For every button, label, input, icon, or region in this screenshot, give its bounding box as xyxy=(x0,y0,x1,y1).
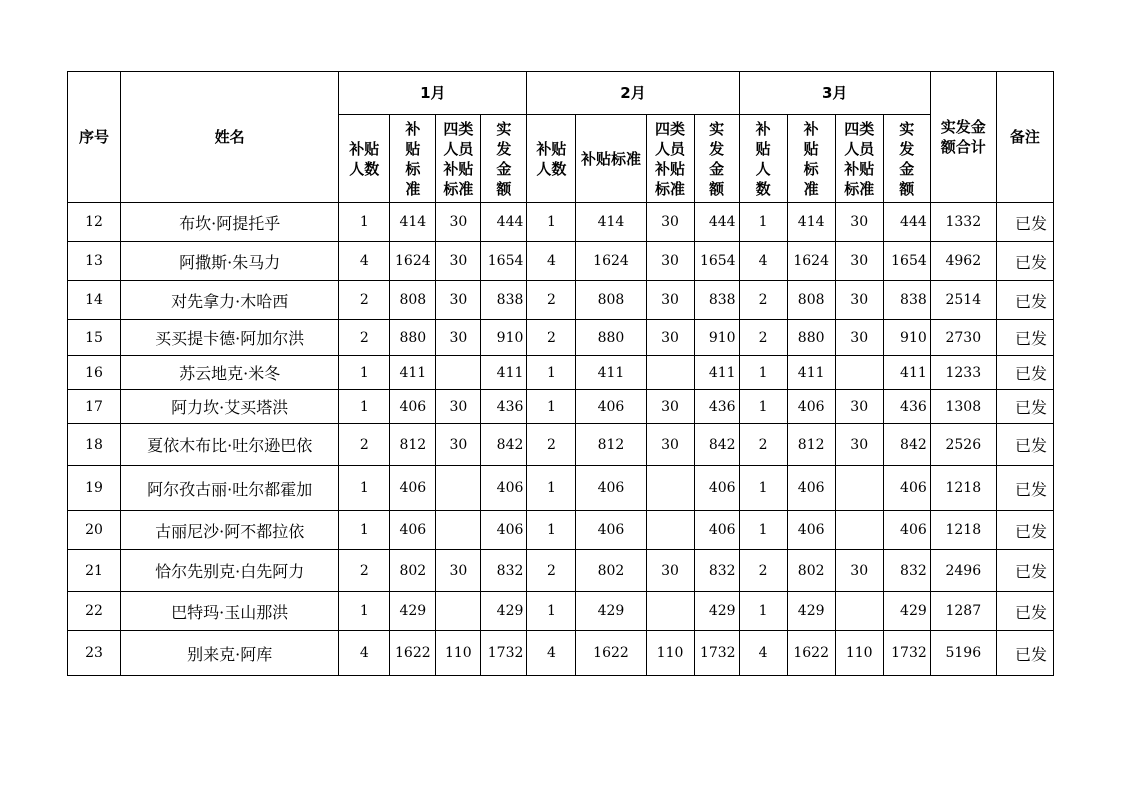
cell-month-1-subsidy-standard: 802 xyxy=(390,550,436,592)
cell-month-2-subsidy-count: 1 xyxy=(527,390,576,424)
table-row xyxy=(68,356,1054,390)
cell-month-1-paid-amount: 429 xyxy=(481,592,527,631)
cell-month-2-subsidy-count: 2 xyxy=(527,550,576,592)
cell-remark: 已发 xyxy=(996,356,1053,390)
cell-name: 巴特玛·玉山那洪 xyxy=(121,592,339,631)
cell-month-2-paid-amount: 411 xyxy=(694,356,739,390)
table-body xyxy=(68,203,1054,676)
cell-month-3-paid-amount: 411 xyxy=(883,356,930,390)
cell-month-1-paid-amount: 832 xyxy=(481,550,527,592)
cell-month-1-subsidy-count: 1 xyxy=(339,592,390,631)
header-total: 实发金额合计 xyxy=(930,72,996,203)
cell-month-2-subsidy-standard: 411 xyxy=(576,356,646,390)
cell-month-3-four-category-standard xyxy=(835,511,883,550)
cell-name: 别来克·阿库 xyxy=(121,631,339,676)
month-3-header-subsidy-standard: 补贴标准 xyxy=(787,115,835,203)
cell-remark: 已发 xyxy=(996,203,1053,242)
cell-month-2-four-category-standard: 30 xyxy=(646,203,694,242)
cell-month-1-paid-amount: 444 xyxy=(481,203,527,242)
cell-month-2-subsidy-standard: 406 xyxy=(576,466,646,511)
cell-month-1-subsidy-standard: 1622 xyxy=(390,631,436,676)
cell-month-2-subsidy-count: 1 xyxy=(527,592,576,631)
cell-month-1-subsidy-count: 2 xyxy=(339,281,390,320)
cell-seq: 22 xyxy=(68,592,121,631)
cell-remark: 已发 xyxy=(996,466,1053,511)
cell-month-2-subsidy-standard: 406 xyxy=(576,390,646,424)
table-row xyxy=(68,466,1054,511)
cell-month-3-subsidy-count: 1 xyxy=(739,203,787,242)
cell-month-2-four-category-standard: 30 xyxy=(646,550,694,592)
month-2-header-subsidy-count: 补贴人数 xyxy=(527,115,576,203)
month-3-header-paid-amount: 实发金额 xyxy=(883,115,930,203)
cell-month-3-subsidy-standard: 406 xyxy=(787,390,835,424)
month-1-header-four-category-standard: 四类人员补贴标准 xyxy=(436,115,481,203)
month-1-header-paid-amount: 实发金额 xyxy=(481,115,527,203)
cell-month-2-subsidy-standard: 414 xyxy=(576,203,646,242)
cell-month-1-four-category-standard: 30 xyxy=(436,424,481,466)
cell-remark: 已发 xyxy=(996,320,1053,356)
cell-month-3-subsidy-count: 4 xyxy=(739,242,787,281)
cell-month-3-subsidy-standard: 812 xyxy=(787,424,835,466)
cell-month-2-four-category-standard: 30 xyxy=(646,242,694,281)
cell-seq: 20 xyxy=(68,511,121,550)
cell-month-1-paid-amount: 406 xyxy=(481,466,527,511)
cell-month-1-four-category-standard: 110 xyxy=(436,631,481,676)
cell-month-3-paid-amount: 910 xyxy=(883,320,930,356)
cell-name: 古丽尼沙·阿不都拉依 xyxy=(121,511,339,550)
cell-month-3-four-category-standard xyxy=(835,466,883,511)
cell-month-1-subsidy-count: 2 xyxy=(339,424,390,466)
cell-month-3-paid-amount: 1654 xyxy=(883,242,930,281)
cell-total: 2496 xyxy=(930,550,996,592)
cell-month-3-paid-amount: 838 xyxy=(883,281,930,320)
cell-name: 苏云地克·米冬 xyxy=(121,356,339,390)
cell-month-3-subsidy-count: 1 xyxy=(739,356,787,390)
cell-month-2-subsidy-count: 2 xyxy=(527,320,576,356)
cell-month-2-four-category-standard xyxy=(646,592,694,631)
cell-month-3-subsidy-count: 2 xyxy=(739,550,787,592)
cell-month-1-subsidy-standard: 406 xyxy=(390,390,436,424)
cell-month-3-subsidy-count: 1 xyxy=(739,466,787,511)
cell-month-3-subsidy-count: 1 xyxy=(739,592,787,631)
month-2-header-four-category-standard: 四类人员补贴标准 xyxy=(646,115,694,203)
table-row xyxy=(68,550,1054,592)
table-row xyxy=(68,242,1054,281)
header-remark: 备注 xyxy=(996,72,1053,203)
cell-total: 2730 xyxy=(930,320,996,356)
cell-total: 1233 xyxy=(930,356,996,390)
cell-month-1-four-category-standard: 30 xyxy=(436,320,481,356)
cell-month-1-subsidy-count: 1 xyxy=(339,203,390,242)
cell-month-3-subsidy-standard: 808 xyxy=(787,281,835,320)
cell-month-3-paid-amount: 436 xyxy=(883,390,930,424)
cell-month-3-subsidy-standard: 406 xyxy=(787,466,835,511)
cell-month-2-four-category-standard xyxy=(646,356,694,390)
cell-month-3-four-category-standard: 30 xyxy=(835,281,883,320)
cell-month-3-paid-amount: 406 xyxy=(883,511,930,550)
cell-month-2-subsidy-standard: 1624 xyxy=(576,242,646,281)
cell-remark: 已发 xyxy=(996,242,1053,281)
cell-remark: 已发 xyxy=(996,550,1053,592)
cell-month-2-paid-amount: 429 xyxy=(694,592,739,631)
cell-month-1-subsidy-standard: 429 xyxy=(390,592,436,631)
cell-month-1-paid-amount: 406 xyxy=(481,511,527,550)
cell-month-1-subsidy-standard: 812 xyxy=(390,424,436,466)
month-1-header-subsidy-count: 补贴人数 xyxy=(339,115,390,203)
month-3-header-four-category-standard: 四类人员补贴标准 xyxy=(835,115,883,203)
cell-name: 布坎·阿提托乎 xyxy=(121,203,339,242)
table-row xyxy=(68,424,1054,466)
header-seq: 序号 xyxy=(68,72,121,203)
cell-month-3-paid-amount: 406 xyxy=(883,466,930,511)
cell-month-3-four-category-standard: 30 xyxy=(835,550,883,592)
cell-month-3-subsidy-standard: 880 xyxy=(787,320,835,356)
cell-month-2-four-category-standard xyxy=(646,466,694,511)
cell-month-1-paid-amount: 910 xyxy=(481,320,527,356)
cell-month-1-paid-amount: 842 xyxy=(481,424,527,466)
cell-month-2-subsidy-count: 1 xyxy=(527,356,576,390)
cell-month-2-paid-amount: 406 xyxy=(694,466,739,511)
header-month-3: 3月 xyxy=(739,72,930,115)
header-month-2: 2月 xyxy=(527,72,739,115)
cell-month-3-four-category-standard: 110 xyxy=(835,631,883,676)
cell-month-1-subsidy-standard: 411 xyxy=(390,356,436,390)
cell-seq: 18 xyxy=(68,424,121,466)
cell-month-3-subsidy-standard: 414 xyxy=(787,203,835,242)
cell-total: 5196 xyxy=(930,631,996,676)
cell-name: 恰尔先别克·白先阿力 xyxy=(121,550,339,592)
cell-name: 夏依木布比·吐尔逊巴依 xyxy=(121,424,339,466)
cell-month-3-paid-amount: 1732 xyxy=(883,631,930,676)
cell-month-2-subsidy-count: 2 xyxy=(527,424,576,466)
cell-month-3-subsidy-standard: 1622 xyxy=(787,631,835,676)
cell-month-1-subsidy-count: 1 xyxy=(339,390,390,424)
cell-remark: 已发 xyxy=(996,424,1053,466)
cell-name: 阿尔孜古丽·吐尔都霍加 xyxy=(121,466,339,511)
cell-month-2-four-category-standard: 30 xyxy=(646,320,694,356)
cell-month-1-subsidy-count: 2 xyxy=(339,550,390,592)
cell-month-3-paid-amount: 832 xyxy=(883,550,930,592)
cell-total: 2526 xyxy=(930,424,996,466)
cell-month-1-four-category-standard: 30 xyxy=(436,242,481,281)
cell-month-1-four-category-standard: 30 xyxy=(436,203,481,242)
cell-month-2-four-category-standard: 30 xyxy=(646,424,694,466)
cell-month-2-subsidy-count: 1 xyxy=(527,203,576,242)
cell-month-2-subsidy-standard: 406 xyxy=(576,511,646,550)
cell-month-1-subsidy-standard: 414 xyxy=(390,203,436,242)
cell-month-2-subsidy-standard: 808 xyxy=(576,281,646,320)
cell-month-2-subsidy-count: 1 xyxy=(527,466,576,511)
table-row xyxy=(68,631,1054,676)
cell-month-1-subsidy-standard: 808 xyxy=(390,281,436,320)
cell-month-2-subsidy-standard: 880 xyxy=(576,320,646,356)
cell-remark: 已发 xyxy=(996,281,1053,320)
cell-month-1-subsidy-count: 1 xyxy=(339,356,390,390)
cell-month-1-paid-amount: 1654 xyxy=(481,242,527,281)
cell-month-1-four-category-standard: 30 xyxy=(436,550,481,592)
cell-month-3-four-category-standard xyxy=(835,592,883,631)
cell-month-3-four-category-standard xyxy=(835,356,883,390)
cell-month-2-paid-amount: 406 xyxy=(694,511,739,550)
month-2-header-paid-amount: 实发金额 xyxy=(694,115,739,203)
cell-month-2-paid-amount: 1732 xyxy=(694,631,739,676)
table-row xyxy=(68,320,1054,356)
cell-seq: 15 xyxy=(68,320,121,356)
cell-month-1-subsidy-count: 4 xyxy=(339,631,390,676)
cell-total: 1287 xyxy=(930,592,996,631)
cell-month-1-subsidy-standard: 406 xyxy=(390,511,436,550)
cell-month-1-paid-amount: 411 xyxy=(481,356,527,390)
cell-month-1-subsidy-standard: 880 xyxy=(390,320,436,356)
cell-month-2-subsidy-count: 1 xyxy=(527,511,576,550)
cell-month-3-subsidy-standard: 406 xyxy=(787,511,835,550)
cell-month-3-paid-amount: 429 xyxy=(883,592,930,631)
cell-seq: 23 xyxy=(68,631,121,676)
table-row xyxy=(68,203,1054,242)
cell-month-1-subsidy-count: 4 xyxy=(339,242,390,281)
cell-month-1-paid-amount: 1732 xyxy=(481,631,527,676)
cell-month-3-four-category-standard: 30 xyxy=(835,203,883,242)
cell-month-3-subsidy-standard: 411 xyxy=(787,356,835,390)
cell-total: 1218 xyxy=(930,466,996,511)
cell-month-2-four-category-standard xyxy=(646,511,694,550)
subsidy-table xyxy=(67,71,1054,676)
cell-month-1-subsidy-count: 1 xyxy=(339,511,390,550)
table-row xyxy=(68,390,1054,424)
cell-month-3-subsidy-standard: 802 xyxy=(787,550,835,592)
cell-total: 1218 xyxy=(930,511,996,550)
cell-month-2-four-category-standard: 110 xyxy=(646,631,694,676)
cell-month-2-paid-amount: 436 xyxy=(694,390,739,424)
cell-month-1-subsidy-standard: 406 xyxy=(390,466,436,511)
cell-month-2-subsidy-standard: 429 xyxy=(576,592,646,631)
cell-month-3-subsidy-standard: 1624 xyxy=(787,242,835,281)
cell-seq: 19 xyxy=(68,466,121,511)
cell-total: 4962 xyxy=(930,242,996,281)
cell-month-3-subsidy-count: 1 xyxy=(739,390,787,424)
cell-remark: 已发 xyxy=(996,390,1053,424)
cell-month-2-paid-amount: 910 xyxy=(694,320,739,356)
table-row xyxy=(68,592,1054,631)
table-row xyxy=(68,281,1054,320)
cell-month-2-subsidy-count: 4 xyxy=(527,242,576,281)
cell-remark: 已发 xyxy=(996,631,1053,676)
cell-name: 阿撒斯·朱马力 xyxy=(121,242,339,281)
cell-name: 买买提卡德·阿加尔洪 xyxy=(121,320,339,356)
cell-month-3-subsidy-count: 2 xyxy=(739,424,787,466)
cell-month-3-paid-amount: 842 xyxy=(883,424,930,466)
cell-seq: 21 xyxy=(68,550,121,592)
cell-month-1-paid-amount: 436 xyxy=(481,390,527,424)
cell-month-1-four-category-standard xyxy=(436,511,481,550)
cell-month-3-four-category-standard: 30 xyxy=(835,320,883,356)
cell-month-2-paid-amount: 832 xyxy=(694,550,739,592)
cell-month-3-subsidy-count: 4 xyxy=(739,631,787,676)
cell-month-1-four-category-standard: 30 xyxy=(436,281,481,320)
cell-month-2-paid-amount: 1654 xyxy=(694,242,739,281)
cell-month-2-four-category-standard: 30 xyxy=(646,281,694,320)
cell-total: 1332 xyxy=(930,203,996,242)
cell-month-2-four-category-standard: 30 xyxy=(646,390,694,424)
cell-month-2-subsidy-standard: 1622 xyxy=(576,631,646,676)
cell-month-3-four-category-standard: 30 xyxy=(835,424,883,466)
month-1-header-subsidy-standard: 补贴标准 xyxy=(390,115,436,203)
cell-seq: 13 xyxy=(68,242,121,281)
cell-month-3-subsidy-count: 1 xyxy=(739,511,787,550)
cell-month-1-subsidy-standard: 1624 xyxy=(390,242,436,281)
cell-month-1-four-category-standard: 30 xyxy=(436,390,481,424)
cell-month-3-four-category-standard: 30 xyxy=(835,390,883,424)
cell-name: 对先拿力·木哈西 xyxy=(121,281,339,320)
cell-remark: 已发 xyxy=(996,592,1053,631)
cell-month-2-paid-amount: 838 xyxy=(694,281,739,320)
cell-month-2-paid-amount: 444 xyxy=(694,203,739,242)
cell-total: 1308 xyxy=(930,390,996,424)
cell-month-1-four-category-standard xyxy=(436,356,481,390)
cell-remark: 已发 xyxy=(996,511,1053,550)
cell-month-3-subsidy-count: 2 xyxy=(739,281,787,320)
cell-month-1-subsidy-count: 2 xyxy=(339,320,390,356)
cell-seq: 17 xyxy=(68,390,121,424)
cell-month-3-paid-amount: 444 xyxy=(883,203,930,242)
cell-month-2-paid-amount: 842 xyxy=(694,424,739,466)
cell-name: 阿力坎·艾买塔洪 xyxy=(121,390,339,424)
cell-month-1-subsidy-count: 1 xyxy=(339,466,390,511)
month-2-header-subsidy-standard: 补贴标准 xyxy=(576,115,646,203)
cell-seq: 16 xyxy=(68,356,121,390)
table-header xyxy=(68,72,1054,203)
table-row xyxy=(68,511,1054,550)
cell-seq: 14 xyxy=(68,281,121,320)
cell-month-3-subsidy-standard: 429 xyxy=(787,592,835,631)
cell-seq: 12 xyxy=(68,203,121,242)
cell-month-2-subsidy-standard: 812 xyxy=(576,424,646,466)
cell-month-2-subsidy-count: 4 xyxy=(527,631,576,676)
cell-month-3-subsidy-count: 2 xyxy=(739,320,787,356)
cell-month-1-paid-amount: 838 xyxy=(481,281,527,320)
cell-month-1-four-category-standard xyxy=(436,466,481,511)
month-3-header-subsidy-count: 补贴人数 xyxy=(739,115,787,203)
cell-month-2-subsidy-standard: 802 xyxy=(576,550,646,592)
cell-month-3-four-category-standard: 30 xyxy=(835,242,883,281)
cell-total: 2514 xyxy=(930,281,996,320)
header-name: 姓名 xyxy=(121,72,339,203)
cell-month-1-four-category-standard xyxy=(436,592,481,631)
cell-month-2-subsidy-count: 2 xyxy=(527,281,576,320)
header-month-1: 1月 xyxy=(339,72,527,115)
